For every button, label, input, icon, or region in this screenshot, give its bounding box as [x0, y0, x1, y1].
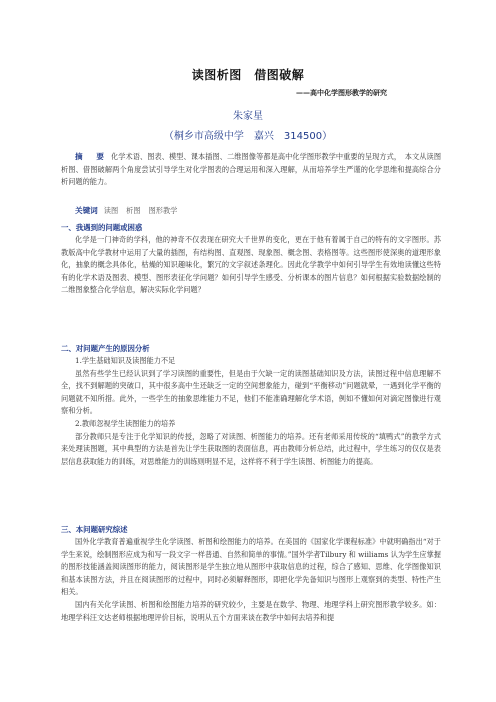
section-body [61, 355, 441, 468]
abstract-label: 摘 要 [75, 152, 107, 161]
author-affiliation: （桐乡市高级中学 嘉兴 314500） [163, 131, 333, 142]
keyword: 析图 [126, 206, 141, 215]
section-heading: 一、我遇到的问题或困惑 [61, 223, 143, 232]
subheading: 1.学生基础知识及读图能力不足 [75, 356, 176, 365]
paragraph: 虽然有些学生已经认识到了学习读图的重要性，但是由于欠缺一定的读图基础知识及方法，读图过程中信息理解不全，找不到解题的突破口，其中很多高中生还缺乏一定的空间想象能力，碰到“平衡移动”问题就晕，一遇到化学平衡的问题就不知所措。此外，一些学生的抽象思维能力不足，他们不能准确理解化学术语，例如不懂如何对滴定图像进行观察和分析。 [61, 368, 441, 416]
section-heading: 三、本问题研究综述 [61, 525, 128, 534]
subheading: 2.教师忽视学生读图能力的培养 [75, 418, 176, 428]
paragraph: 国内有关化学读图、析图和绘图能力培养的研究较少，主要是在数学、物理、地理学科上研究图形教学较多。如：地理学科汪文达老师根据地理评价目标，说明从五个方面来谈在教学中如何去培养和提 [61, 599, 441, 622]
section-body [61, 536, 441, 624]
paragraph: 化学是一门神奇的学科，他的神奇不仅表现在研究大千世界的变化，更在于他有着属于自己的特有的文字图形。苏教版高中化学教材中运用了大量的插图，有结构图、直观图、现象图、概念图、表格图等。这些图形使深奥的道理形象化，抽象的概念具体化，枯燥的知识趣味化，繁冗的文字叙述条理化。因此化学教学中如何引导学生有效地读懂这些特有的化学术语及图表、模型、图形表征化学问题？如何引导学生感受、分析课本的图片信息？如何根据实验数据绘制的二维图象整合化学信息，解决实际化学问题？ [61, 235, 441, 295]
paragraph: 国外化学教育普遍重视学生化学读图、析图和绘图能力的培养。在美国的《国家化学课程标准》中就明确指出“对于学生来说，绘制图形应成为和写一段文字一样普通、自然和简单的事情。”国外学者Tilbury 和 wiiliams 认为学生应掌握的图形技能涵盖阅读图形的能力，阅读图形是学生独立地从图形中获取信息的过程，综合了感知、思维、化学图像知识和基本读图方法，并且在阅读图形的过程中，同时必须解释图形，即把化学先备知识与图形上观察到的类型、特性产生相关。 [61, 537, 441, 597]
paper-title: 读图析图 借图破解 [191, 68, 305, 82]
keyword: 图形教学 [148, 206, 178, 215]
section-heading: 二、对问题产生的原因分析 [61, 344, 150, 353]
section-body [61, 234, 441, 297]
abstract-block [61, 151, 441, 189]
paper-subtitle: ——高中化学图形教学的研究 [296, 89, 387, 97]
keyword: 读图 [103, 206, 119, 215]
keywords-label: 关键词 [75, 206, 98, 215]
keywords-block [61, 205, 441, 218]
author-name: 朱家星 [233, 111, 263, 122]
paragraph: 部分教师只是专注于化学知识的传授，忽略了对读图、析图能力的培养。还有老师采用传统的“填鸭式”的教学方式来处理读图题，其中典型的方法是首先让学生获取图的表面信息，再由教师分析总结，此过程中，学生练习的仅仅是表层信息获取能力的训练，对思维能力的训练则明显不足，这样将不利于学生读图、析图能力的提高。 [61, 431, 441, 466]
abstract-text: 化学术语、图表、模型、课本插图、二维图像等都是高中化学图形教学中重要的呈现方式， 本文从读图析图、借图破解两个角度尝试引导学生对化学图表的合理运用和深入理解，从而培养学生严谨的化学思维和提高综合分析问题的能力。 [61, 152, 442, 187]
